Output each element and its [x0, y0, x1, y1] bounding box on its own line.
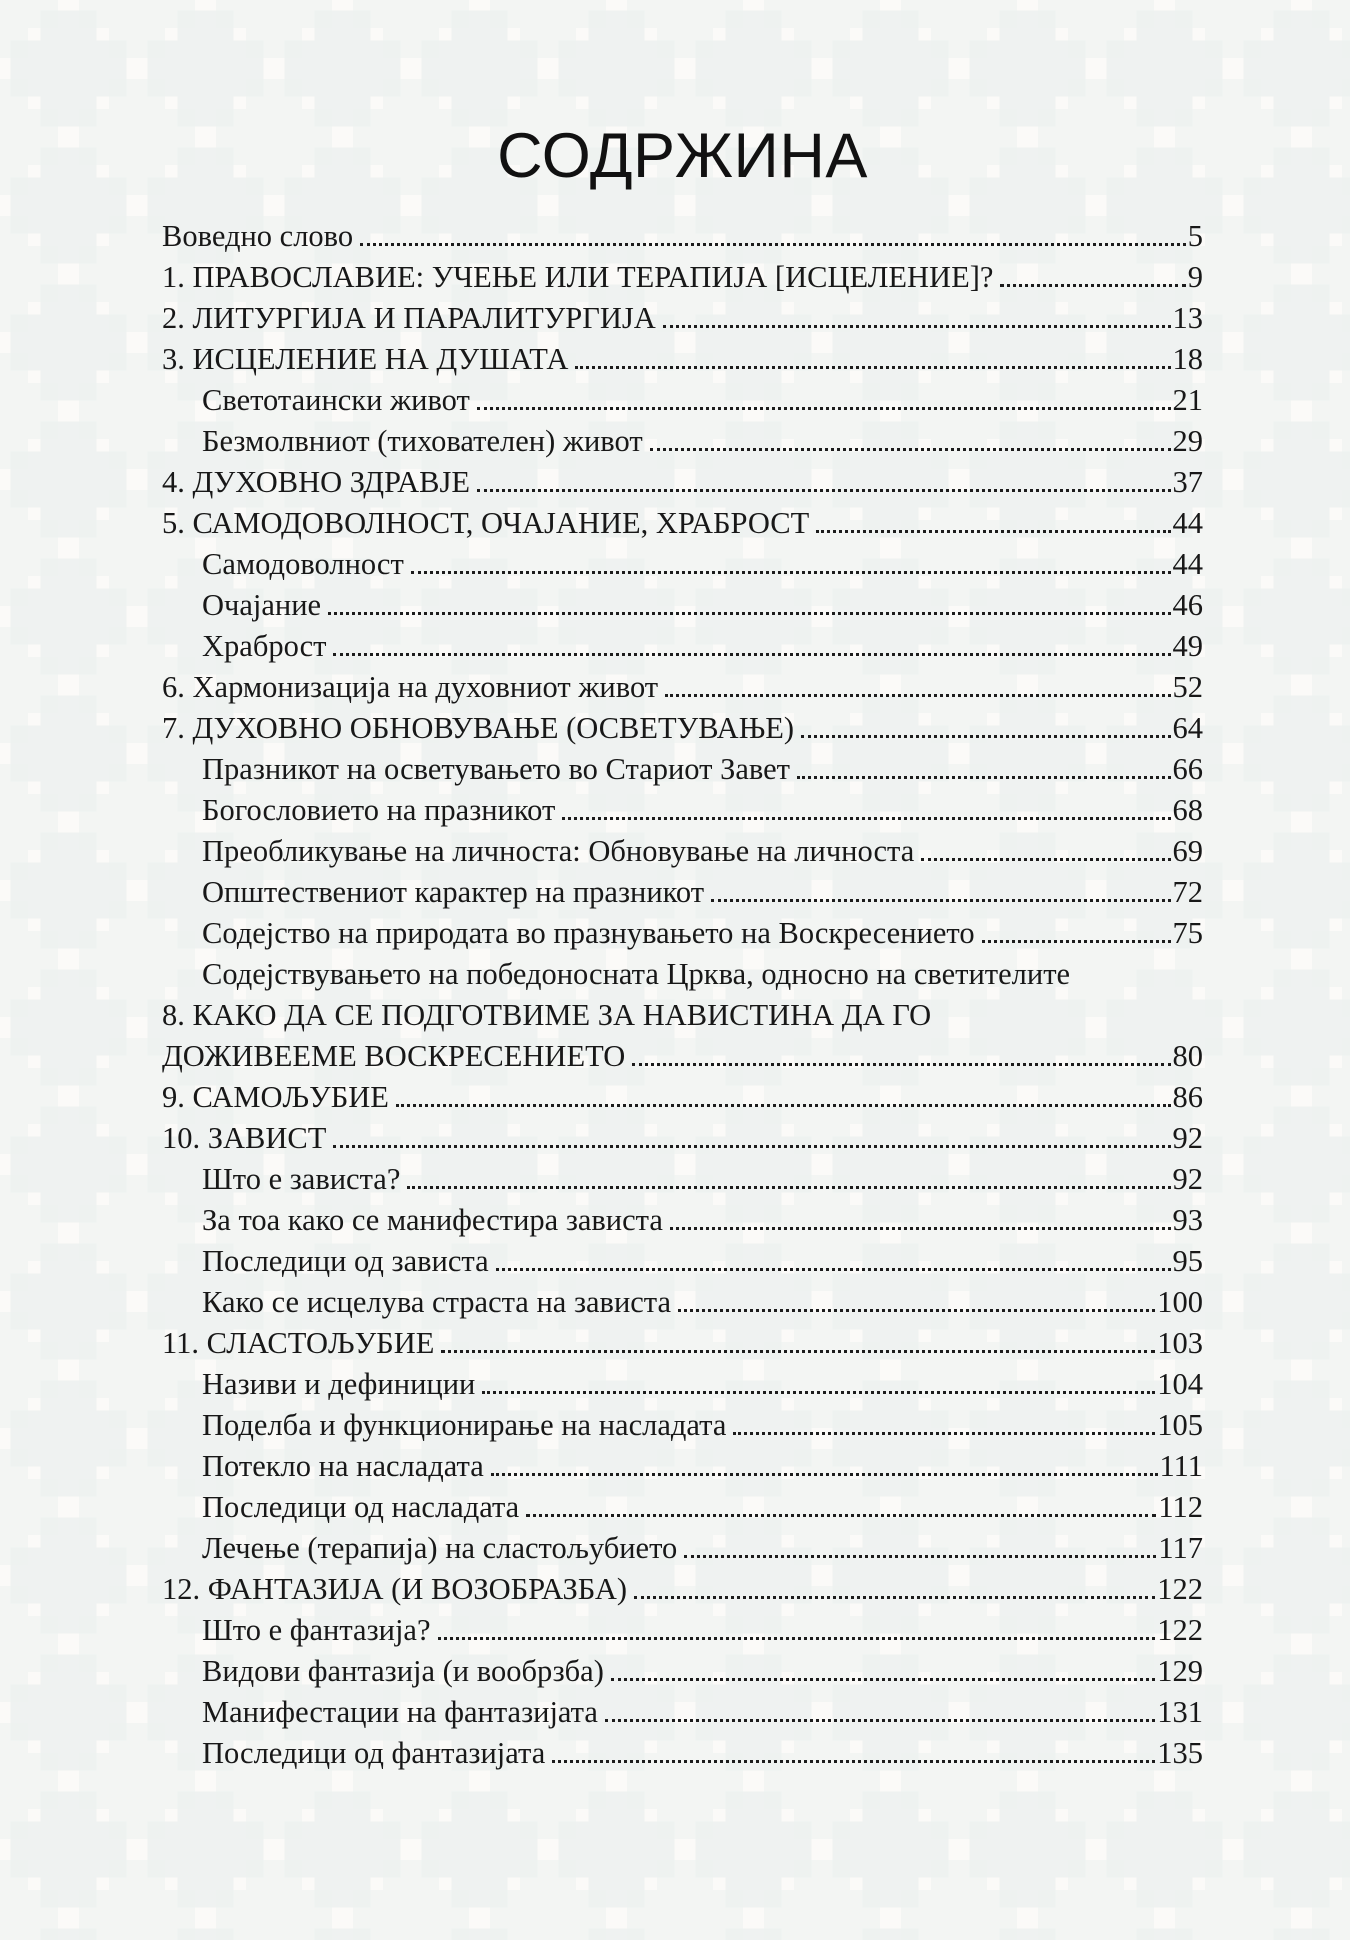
- toc-row: [162, 872, 1203, 913]
- toc-entry-label: Манифестации на фантазијата: [202, 1695, 598, 1729]
- toc-row: [162, 1651, 1203, 1692]
- toc-leader-dots: [477, 407, 1171, 410]
- toc-leader-dots: [407, 1186, 1170, 1189]
- toc-leader-dots: [670, 1227, 1171, 1230]
- toc-entry-label: Воведно слово: [162, 219, 354, 253]
- toc-leader-dots: [396, 1104, 1171, 1107]
- toc-page-number: 37: [1172, 465, 1203, 499]
- page-title: СОДРЖИНА: [497, 121, 868, 191]
- toc-row: [162, 1610, 1203, 1651]
- toc-page-number: 117: [1158, 1531, 1203, 1565]
- toc-row: [162, 1733, 1203, 1774]
- toc-leader-dots: [482, 1391, 1155, 1394]
- toc-page-number: 92: [1172, 1162, 1203, 1196]
- toc-page-number: 13: [1172, 301, 1203, 335]
- toc-entry-label: Видови фантазија (и вообрзба): [202, 1654, 604, 1688]
- toc-page-number: 95: [1172, 1244, 1203, 1278]
- toc-row: [162, 1446, 1203, 1487]
- toc-entry-label: Празникот на осветувањето во Стариот Завет: [202, 752, 791, 786]
- toc-entry-label: Содејство на природата во празнувањето на Воскресението: [202, 916, 975, 950]
- toc-page-number: 72: [1172, 875, 1203, 909]
- toc-leader-dots: [634, 1596, 1155, 1599]
- toc-row: [162, 1282, 1203, 1323]
- toc-leader-dots: [491, 1473, 1158, 1476]
- toc-row: [162, 831, 1203, 872]
- toc-leader-dots: [552, 1760, 1155, 1763]
- toc-row: [162, 1405, 1203, 1446]
- toc-leader-dots: [333, 653, 1170, 656]
- toc-row: [162, 1159, 1203, 1200]
- toc-page-number: 80: [1172, 1039, 1203, 1073]
- toc-entry-label: Преобликување на личноста: Обновување на личноста: [202, 834, 915, 868]
- toc-entry-label: 10. ЗАВИСТ: [162, 1121, 327, 1155]
- toc-entry-label: Содејствувањето на победоносната Црква, односно на светителите: [202, 957, 1071, 991]
- toc-row: [162, 667, 1203, 708]
- toc-entry-label: 8. КАКО ДА СЕ ПОДГОТВИМЕ ЗА НАВИСТИНА ДА ГО: [162, 998, 932, 1032]
- toc-page-number: 5: [1187, 219, 1203, 253]
- toc-leader-dots: [441, 1350, 1155, 1353]
- toc-entry-label: Општествениот карактер на празникот: [202, 875, 705, 909]
- toc-entry-label: 4. ДУХОВНО ЗДРАВЈЕ: [162, 465, 470, 499]
- toc-leader-dots: [921, 858, 1170, 861]
- toc-entry-label: Последици од зависта: [202, 1244, 489, 1278]
- toc-leader-dots: [438, 1637, 1156, 1640]
- toc-row: [162, 298, 1203, 339]
- toc-entry-label: 3. ИСЦЕЛЕНИЕ НА ДУШАТА: [162, 342, 569, 376]
- toc-entry-label: 12. ФАНТАЗИЈА (И ВОЗОБРАЗБА): [162, 1572, 628, 1606]
- toc-row: [162, 1036, 1203, 1077]
- toc-leader-dots: [684, 1555, 1156, 1558]
- toc-entry-label: Светотаински живот: [202, 383, 470, 417]
- toc-row: [162, 1487, 1203, 1528]
- toc-page-number: 122: [1157, 1572, 1203, 1606]
- toc-leader-dots: [665, 694, 1170, 697]
- toc-entry-label: Потекло на насладата: [202, 1449, 484, 1483]
- toc-entry-label: Последици од насладата: [202, 1490, 520, 1524]
- toc-entry-label: Храброст: [202, 629, 327, 663]
- toc-page-number: 21: [1172, 383, 1203, 417]
- toc-page-number: 66: [1172, 752, 1203, 786]
- toc-page-number: 86: [1172, 1080, 1203, 1114]
- toc-entry-label: 5. САМОДОВОЛНОСТ, ОЧАЈАНИЕ, ХРАБРОСТ: [162, 506, 810, 540]
- toc-page-number: 93: [1172, 1203, 1203, 1237]
- toc-page-number: 44: [1172, 547, 1203, 581]
- toc-leader-dots: [982, 940, 1171, 943]
- toc-leader-dots: [650, 448, 1171, 451]
- toc-page-number: 129: [1157, 1654, 1203, 1688]
- toc-page-number: 135: [1157, 1736, 1203, 1770]
- toc-leader-dots: [801, 735, 1170, 738]
- toc-row: [162, 544, 1203, 585]
- toc-entry-label: Лечење (терапија) на сластољубието: [202, 1531, 678, 1565]
- toc-entry-label: Како се исцелува страста на зависта: [202, 1285, 672, 1319]
- toc-page-number: 68: [1172, 793, 1203, 827]
- toc-leader-dots: [663, 325, 1171, 328]
- toc-row: [162, 749, 1203, 790]
- toc-entry-label: 1. ПРАВОСЛАВИЕ: УЧЕЊЕ ИЛИ ТЕРАПИЈА [ИСЦЕЛЕНИЕ]?: [162, 260, 994, 294]
- toc-page-number: 122: [1157, 1613, 1203, 1647]
- toc-leader-dots: [496, 1268, 1171, 1271]
- toc-entry-label: Називи и дефиниции: [202, 1367, 476, 1401]
- toc-row: [162, 421, 1203, 462]
- toc-row: [162, 954, 1203, 995]
- toc-entry-label: 9. САМОЉУБИЕ: [162, 1080, 389, 1114]
- toc-leader-dots: [678, 1309, 1155, 1312]
- toc-page-number: 69: [1172, 834, 1203, 868]
- toc-page-number: 100: [1157, 1285, 1203, 1319]
- toc-entry-label: Што е зависта?: [202, 1162, 401, 1196]
- toc-row: [162, 626, 1203, 667]
- toc-page-number: 104: [1157, 1367, 1203, 1401]
- toc-entry-label: Самодоволност: [202, 547, 404, 581]
- toc-row: [162, 1528, 1203, 1569]
- toc-leader-dots: [605, 1719, 1155, 1722]
- toc-page-number: 105: [1157, 1408, 1203, 1442]
- toc-row: [162, 1692, 1203, 1733]
- toc-entry-label: 6. Хармонизација на духовниот живот: [162, 670, 659, 704]
- toc-page-number: 46: [1172, 588, 1203, 622]
- toc-page-number: 29: [1172, 424, 1203, 458]
- toc-page-number: 112: [1158, 1490, 1203, 1524]
- toc-row: [162, 1118, 1203, 1159]
- toc-leader-dots: [333, 1145, 1170, 1148]
- toc-leader-dots: [411, 571, 1171, 574]
- toc-leader-dots: [611, 1678, 1155, 1681]
- toc-leader-dots: [562, 817, 1170, 820]
- toc-entry-label: 2. ЛИТУРГИЈА И ПАРАЛИТУРГИЈА: [162, 301, 656, 335]
- toc-entry-label: 11. СЛАСТОЉУБИЕ: [162, 1326, 435, 1360]
- toc-page: [162, 0, 1203, 1774]
- toc-row: [162, 1364, 1203, 1405]
- toc-row: [162, 503, 1203, 544]
- toc-page-number: 64: [1172, 711, 1203, 745]
- toc-row: [162, 1077, 1203, 1118]
- toc-row: [162, 339, 1203, 380]
- toc-leader-dots: [816, 530, 1170, 533]
- toc-row: [162, 380, 1203, 421]
- toc-page-number: 75: [1172, 916, 1203, 950]
- toc-leader-dots: [632, 1063, 1170, 1066]
- toc-page-number: 111: [1159, 1449, 1203, 1483]
- toc-page-number: 52: [1172, 670, 1203, 704]
- toc-row: [162, 1200, 1203, 1241]
- toc-row: [162, 1569, 1203, 1610]
- toc-page-number: 103: [1157, 1326, 1203, 1360]
- toc-leader-dots: [1000, 284, 1185, 287]
- toc-leader-dots: [477, 489, 1171, 492]
- toc-row: [162, 1323, 1203, 1364]
- toc-row: [162, 913, 1203, 954]
- toc-page-number: 92: [1172, 1121, 1203, 1155]
- toc-row: [162, 257, 1203, 298]
- toc-entry-label: ДОЖИВЕЕМЕ ВОСКРЕСЕНИЕТО: [162, 1039, 626, 1073]
- toc-leader-dots: [733, 1432, 1155, 1435]
- toc-entry-label: 7. ДУХОВНО ОБНОВУВАЊЕ (ОСВЕТУВАЊЕ): [162, 711, 795, 745]
- toc-leader-dots: [797, 776, 1170, 779]
- toc-page-number: 131: [1157, 1695, 1203, 1729]
- toc-row: [162, 790, 1203, 831]
- toc-page-number: 49: [1172, 629, 1203, 663]
- toc-row: [162, 585, 1203, 626]
- toc-leader-dots: [711, 899, 1170, 902]
- toc-row: [162, 708, 1203, 749]
- toc-entry-label: Што е фантазија?: [202, 1613, 431, 1647]
- toc-leader-dots: [575, 366, 1170, 369]
- toc-entry-label: За тоа како се манифестира зависта: [202, 1203, 663, 1237]
- toc-page-number: 9: [1187, 260, 1203, 294]
- toc-leader-dots: [526, 1514, 1156, 1517]
- toc-row: [162, 1241, 1203, 1282]
- toc-page-number: 44: [1172, 506, 1203, 540]
- toc-entry-label: Последици од фантазијата: [202, 1736, 546, 1770]
- toc-row: [162, 216, 1203, 257]
- toc-list: [162, 216, 1203, 1774]
- toc-entry-label: Очајание: [202, 588, 322, 622]
- toc-row: [162, 462, 1203, 503]
- toc-entry-label: Безмолвниот (тихователен) живот: [202, 424, 643, 458]
- toc-leader-dots: [328, 612, 1170, 615]
- toc-page-number: 18: [1172, 342, 1203, 376]
- toc-leader-dots: [360, 243, 1186, 246]
- toc-entry-label: Богословието на празникот: [202, 793, 556, 827]
- toc-entry-label: Поделба и функционирање на насладата: [202, 1408, 727, 1442]
- toc-row: [162, 995, 1203, 1036]
